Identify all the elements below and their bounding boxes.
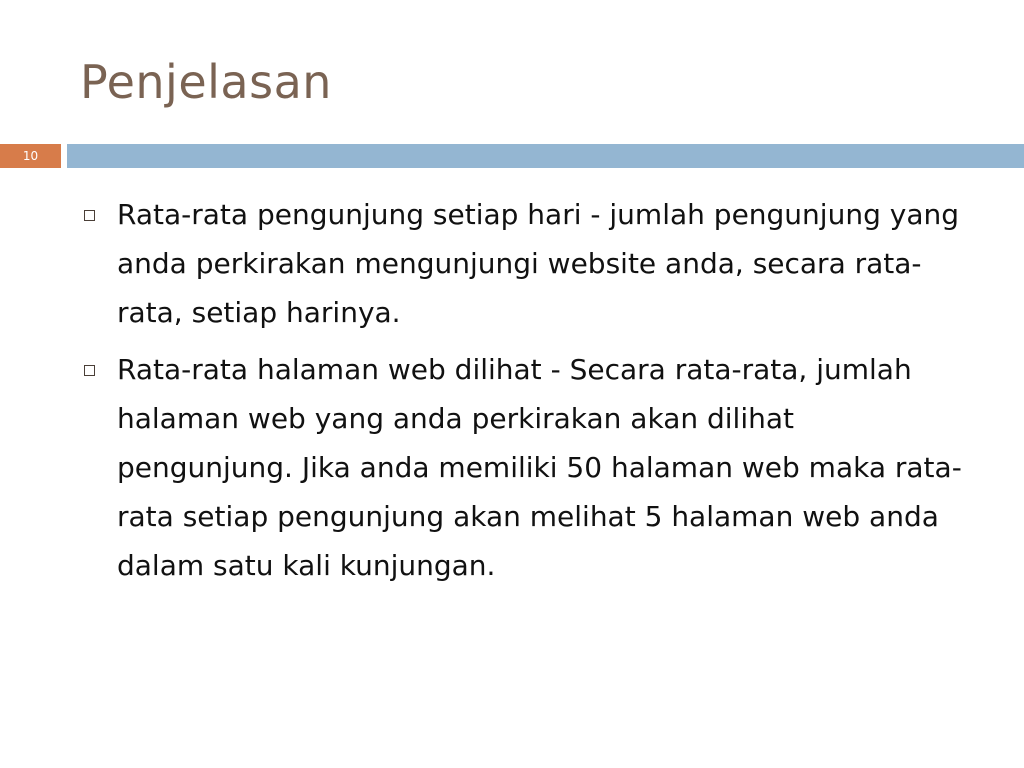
bullet-item <box>84 190 964 337</box>
bullet-text: Rata-rata halaman web dilihat - Secara rata-rata, jumlah halaman web yang anda perkirakan akan dilihat pengunjung. Jika anda memiliki 50 halaman web maka rata-rata setiap pengunjung akan melihat 5 halaman web anda dalam satu kali kunjungan. <box>117 353 962 582</box>
accent-bar <box>67 144 1024 168</box>
slide-title: Penjelasan <box>80 55 332 109</box>
square-bullet-icon <box>84 365 95 376</box>
slide-number-badge: 10 <box>0 144 61 168</box>
bullet-item <box>84 345 964 590</box>
bullet-text: Rata-rata pengunjung setiap hari - jumlah pengunjung yang anda perkirakan mengunjungi website anda, secara rata-rata, setiap harinya. <box>117 198 959 329</box>
bullet-list <box>84 190 964 598</box>
square-bullet-icon <box>84 210 95 221</box>
